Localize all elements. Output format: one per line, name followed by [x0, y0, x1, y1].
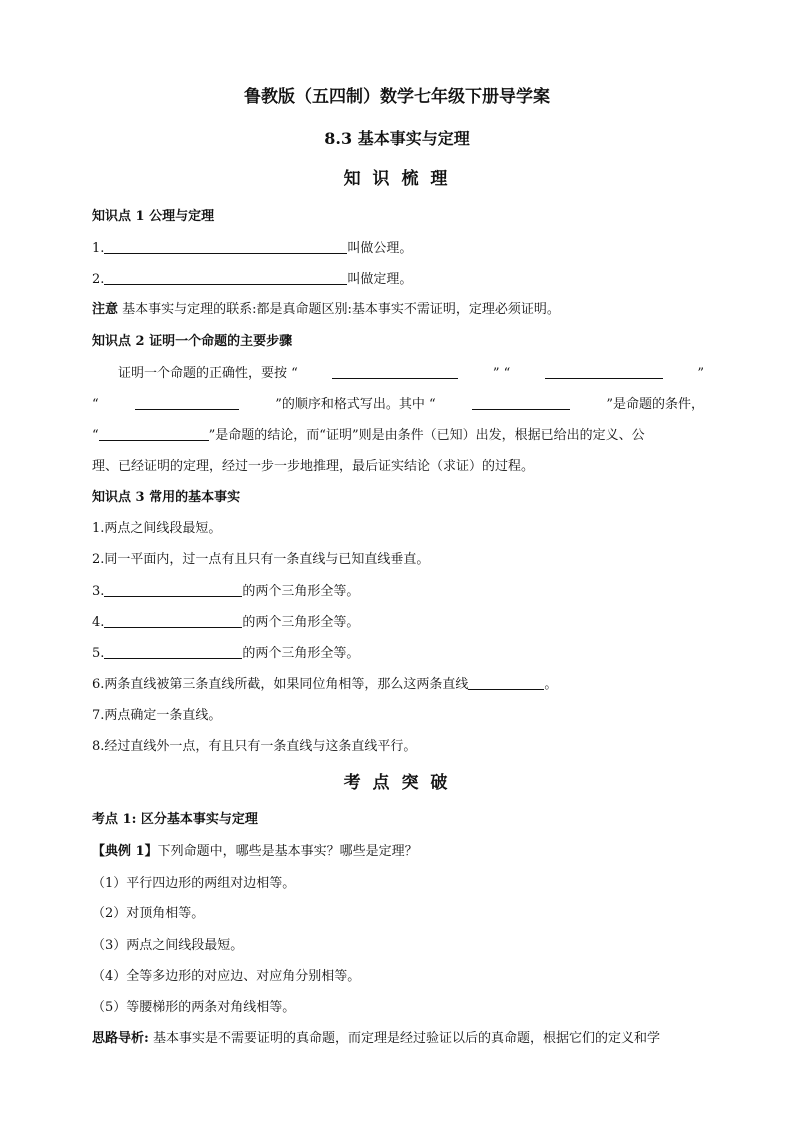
lesson-title: 8.3 基本事实与定理: [324, 129, 470, 148]
list-item: （5）等腰梯形的两条对角线相等。: [92, 1000, 296, 1015]
kp3-item-5: 5. 的两个三角形全等。: [92, 646, 360, 661]
analysis-text: 基本事实是不需要证明的真命题，而定理是经过验证以后的真命题，根据它们的定义和学: [148, 1031, 660, 1046]
kp3-item-6: 6.两条直线被第三条直线所截，如果同位角相等，那么这两条直线 。: [92, 677, 558, 692]
fill-blank[interactable]: [104, 584, 242, 597]
exam-point-1-title: 考点 1: 区分基本事实与定理: [92, 812, 258, 827]
kp2-paragraph-line-1: 证明一个命题的正确性，要按 “ ” “ ”: [118, 366, 704, 381]
kp1-note: [92, 302, 704, 318]
fill-blank[interactable]: [545, 366, 663, 379]
knowledge-point-2-title: 知识点 2 证明一个命题的主要步骤: [92, 334, 293, 349]
kp3-item-2: 2.同一平面内，过一点有且只有一条直线与已知直线垂直。: [92, 552, 430, 567]
kp3-item-7: 7.两点确定一条直线。: [92, 708, 222, 723]
analysis-label: 思路导析:: [92, 1031, 149, 1046]
kp2-paragraph-line-2: “ ”的顺序和格式写出。其中 “ ”是命题的条件，: [92, 397, 704, 412]
example-1: [92, 844, 704, 860]
kp3-item-1: 1.两点之间线段最短。: [92, 521, 222, 536]
kp2-paragraph-line-3: “ ”是命题的结论，而“证明”则是由条件（已知）出发，根据已给出的定义、公: [92, 428, 645, 443]
fill-blank[interactable]: [104, 241, 347, 254]
section-heading-knowledge: 知 识 梳 理: [343, 169, 451, 189]
list-item: （1）平行四边形的两组对边相等。: [92, 876, 296, 891]
kp3-item-8: 8.经过直线外一点，有且只有一条直线与这条直线平行。: [92, 739, 417, 754]
document-title: 鲁教版（五四制）数学七年级下册导学案: [244, 87, 550, 107]
fill-blank[interactable]: [99, 428, 209, 441]
analysis-paragraph: [92, 1031, 704, 1047]
kp3-item-3: 3. 的两个三角形全等。: [92, 584, 360, 599]
kp3-item-4: 4. 的两个三角形全等。: [92, 615, 360, 630]
section-heading-exam-points: 考 点 突 破: [343, 773, 451, 793]
example-label: 【典例 1】: [92, 844, 158, 859]
note-label: 注意: [92, 302, 119, 317]
knowledge-point-3-title: 知识点 3 常用的基本事实: [92, 490, 241, 505]
fill-blank[interactable]: [468, 677, 544, 690]
fill-blank[interactable]: [135, 397, 239, 410]
fill-blank[interactable]: [104, 646, 242, 659]
example-question: 下列命题中，哪些是基本事实？哪些是定理？: [157, 844, 418, 859]
list-item: （3）两点之间线段最短。: [92, 938, 244, 953]
fill-blank[interactable]: [104, 615, 242, 628]
list-item: （2）对顶角相等。: [92, 906, 205, 921]
kp2-paragraph-line-4: 理、已经证明的定理，经过一步一步地推理，最后证实结论（求证）的过程。: [92, 459, 535, 474]
fill-blank[interactable]: [332, 366, 458, 379]
list-item: （4）全等多边形的对应边、对应角分别相等。: [92, 969, 361, 984]
kp1-item-1: 1. 叫做公理。: [92, 241, 413, 256]
fill-blank[interactable]: [104, 272, 347, 285]
note-text: 基本事实与定理的联系:都是真命题区别:基本事实不需证明，定理必须证明。: [118, 302, 560, 317]
knowledge-point-1-title: 知识点 1 公理与定理: [92, 209, 215, 224]
fill-blank[interactable]: [472, 397, 570, 410]
kp1-item-2: 2. 叫做定理。: [92, 272, 413, 287]
